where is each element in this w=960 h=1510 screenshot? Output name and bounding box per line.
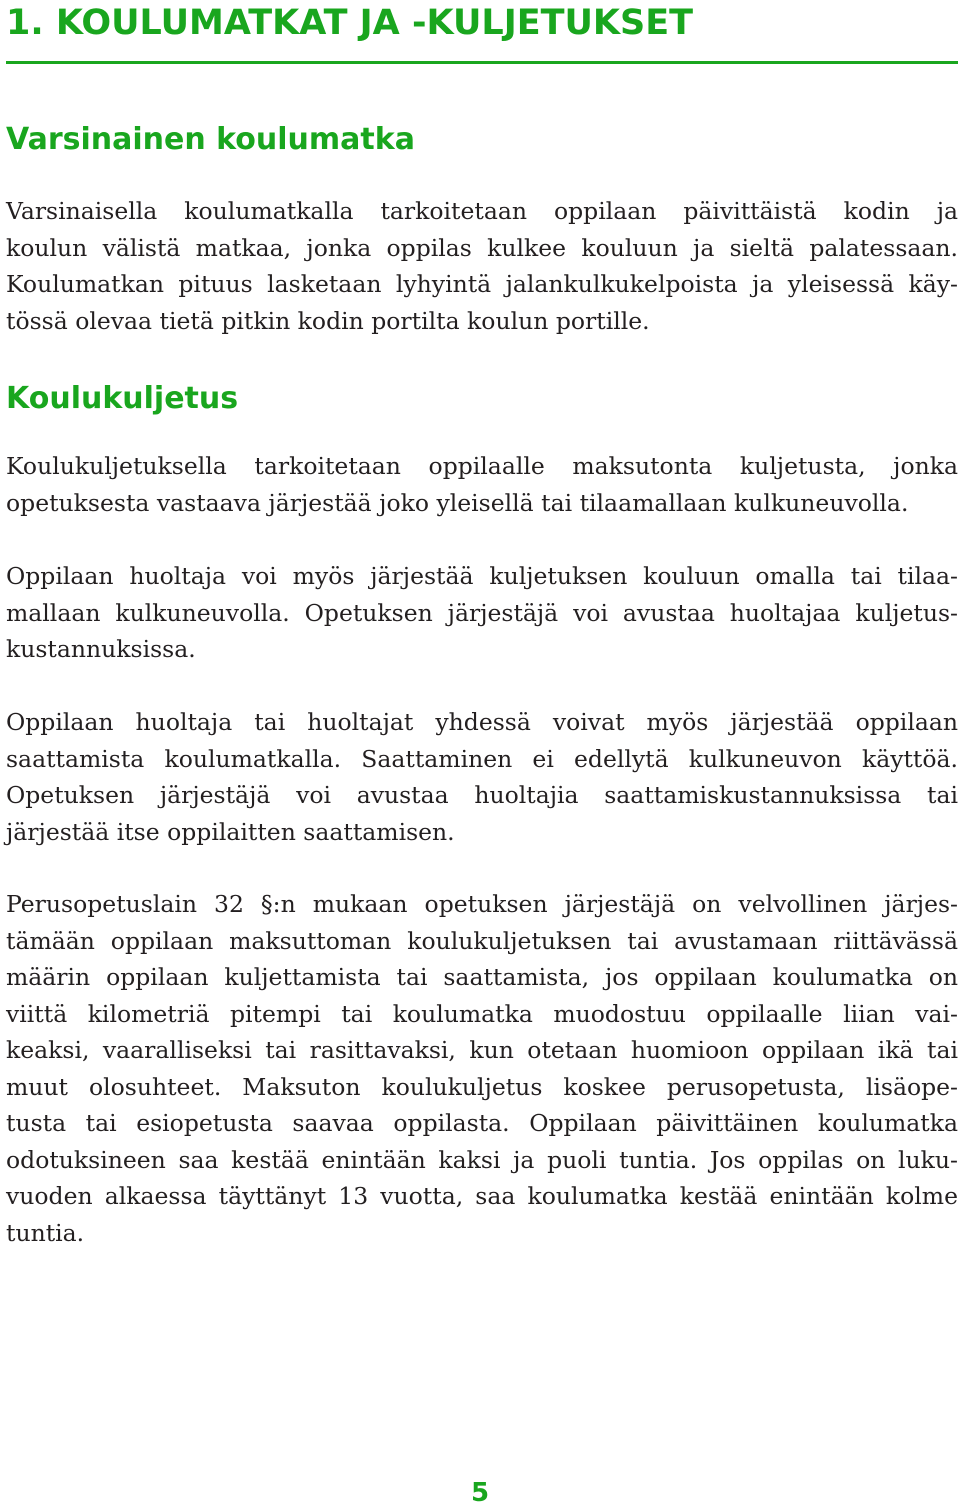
text-line: Koulumatkan pituus lasketaan lyhyintä jalankulkukelpoista ja yleisessä käy- bbox=[6, 270, 958, 298]
text-line: Oppilaan huoltaja voi myös järjestää kuljetuksen kouluun omalla tai tilaa- bbox=[6, 562, 958, 590]
text-line: saattamista koulumatkalla. Saattaminen ei edellytä kulkuneuvon käyttöä. bbox=[6, 744, 958, 773]
text-line: odotuksineen saa kestää enintään kaksi ja puoli tuntia. Jos oppilas on luku- bbox=[6, 1145, 958, 1174]
paragraph-koulukuljetus-definition bbox=[6, 448, 958, 521]
text-line: opetuksesta vastaava järjestää joko yleisellä tai tilaamallaan kulkuneuvolla. bbox=[6, 488, 909, 517]
paragraph-varsinainen-koulumatka bbox=[6, 193, 958, 339]
text-line: Oppilaan huoltaja tai huoltajat yhdessä voivat myös järjestää oppilaan bbox=[6, 708, 958, 736]
title-divider bbox=[6, 61, 958, 64]
text-line: mallaan kulkuneuvolla. Opetuksen järjestäjä voi avustaa huoltajaa kuljetus- bbox=[6, 598, 958, 627]
section-heading-varsinainen-koulumatka: Varsinainen koulumatka bbox=[6, 122, 415, 157]
text-line: tusta tai esiopetusta saavaa oppilasta. Oppilaan päivittäinen koulumatka bbox=[6, 1109, 958, 1137]
paragraph-huoltajan-kuljetus bbox=[6, 558, 958, 668]
text-line: Opetuksen järjestäjä voi avustaa huoltajia saattamiskustannuksissa tai bbox=[6, 781, 958, 809]
text-line: tuntia. bbox=[6, 1218, 85, 1247]
page-number: 5 bbox=[470, 1478, 490, 1508]
text-line: muut olosuhteet. Maksuton koulukuljetus koskee perusopetusta, lisäope- bbox=[6, 1072, 958, 1101]
chapter-title: 1. KOULUMATKAT JA -KULJETUKSET bbox=[6, 3, 694, 43]
section-heading-koulukuljetus: Koulukuljetus bbox=[6, 381, 239, 416]
text-line: tössä olevaa tietä pitkin kodin portilta koulun portille. bbox=[6, 306, 650, 335]
paragraph-perusopetuslaki bbox=[6, 886, 958, 1251]
text-line: kustannuksissa. bbox=[6, 635, 196, 663]
text-line: koulun välistä matkaa, jonka oppilas kulkee kouluun ja sieltä palatessaan. bbox=[6, 233, 958, 262]
text-line: määrin oppilaan kuljettamista tai saattamista, jos oppilaan koulumatka on bbox=[6, 963, 958, 991]
text-line: Varsinaisella koulumatkalla tarkoitetaan oppilaan päivittäistä kodin ja bbox=[6, 197, 958, 225]
paragraph-saattaminen bbox=[6, 704, 958, 850]
text-line: keaksi, vaaralliseksi tai rasittavaksi, kun otetaan huomioon oppilaan ikä tai bbox=[6, 1036, 958, 1064]
text-line: vuoden alkaessa täyttänyt 13 vuotta, saa koulumatka kestää enintään kolme bbox=[6, 1182, 958, 1210]
text-line: Koulukuljetuksella tarkoitetaan oppilaalle maksutonta kuljetusta, jonka bbox=[6, 452, 958, 480]
text-line: Perusopetuslain 32 §:n mukaan opetuksen järjestäjä on velvollinen järjes- bbox=[6, 890, 958, 918]
text-line: viittä kilometriä pitempi tai koulumatka muodostuu oppilaalle liian vai- bbox=[6, 999, 958, 1028]
text-line: järjestää itse oppilaitten saattamisen. bbox=[6, 817, 455, 846]
text-line: tämään oppilaan maksuttoman koulukuljetuksen tai avustamaan riittävässä bbox=[6, 926, 958, 955]
